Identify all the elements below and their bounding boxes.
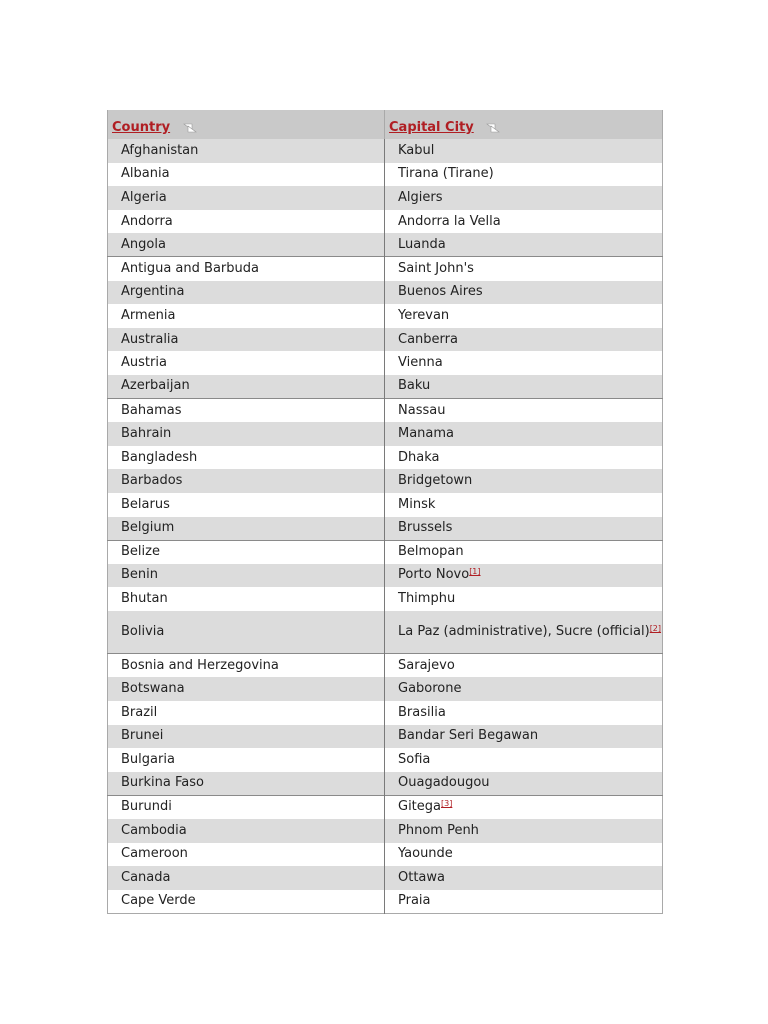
capital-cell — [385, 725, 663, 749]
country-column-header[interactable] — [108, 110, 385, 139]
capital-name: Baku — [398, 378, 431, 394]
country-cell: Bulgaria — [108, 748, 385, 772]
table-row — [108, 564, 663, 588]
capital-name: Luanda — [398, 236, 446, 252]
capital-cell — [385, 611, 663, 654]
capital-cell — [385, 257, 663, 281]
capital-name: Algiers — [398, 189, 443, 205]
capital-cell — [385, 748, 663, 772]
capital-name: Andorra la Vella — [398, 213, 501, 229]
sort-arrows-icon[interactable] — [183, 123, 197, 133]
capital-cell — [385, 163, 663, 187]
table-row — [108, 422, 663, 446]
table-header — [108, 110, 663, 139]
capital-cell — [385, 843, 663, 867]
table-row — [108, 257, 663, 281]
country-cell: Botswana — [108, 677, 385, 701]
capital-cell — [385, 210, 663, 234]
capital-name: Praia — [398, 893, 431, 909]
capital-name: Thimphu — [398, 591, 456, 607]
country-cell: Burkina Faso — [108, 772, 385, 796]
capital-cell — [385, 304, 663, 328]
table-row — [108, 233, 663, 257]
capital-sort-link[interactable]: Capital City — [389, 120, 474, 135]
capital-name: Nassau — [398, 402, 446, 418]
table-row — [108, 772, 663, 796]
country-cell: Brunei — [108, 725, 385, 749]
table-body — [108, 139, 663, 913]
table-row — [108, 375, 663, 399]
table-row — [108, 677, 663, 701]
table-row — [108, 866, 663, 890]
capital-name: Buenos Aires — [398, 284, 483, 300]
country-cell: Bhutan — [108, 587, 385, 611]
capital-name: Belmopan — [398, 544, 464, 560]
country-cell: Belgium — [108, 517, 385, 541]
country-cell: Armenia — [108, 304, 385, 328]
table-row — [108, 281, 663, 305]
table-row — [108, 725, 663, 749]
header-row — [108, 110, 663, 139]
capital-name: Brasilia — [398, 704, 446, 720]
capital-cell — [385, 399, 663, 423]
capital-cell — [385, 493, 663, 517]
country-cell: Cambodia — [108, 819, 385, 843]
capital-cell — [385, 540, 663, 564]
countries-table-container — [107, 110, 662, 914]
capital-name: Phnom Penh — [398, 822, 479, 838]
capital-cell — [385, 351, 663, 375]
country-cell: Belarus — [108, 493, 385, 517]
capital-name: Ottawa — [398, 870, 445, 886]
country-cell: Belize — [108, 540, 385, 564]
capital-cell — [385, 564, 663, 588]
capital-cell — [385, 469, 663, 493]
capital-cell — [385, 375, 663, 399]
capital-cell — [385, 866, 663, 890]
capital-cell — [385, 422, 663, 446]
table-row — [108, 446, 663, 470]
capital-cell — [385, 587, 663, 611]
country-cell: Bosnia and Herzegovina — [108, 654, 385, 678]
country-cell: Bahamas — [108, 399, 385, 423]
table-row — [108, 587, 663, 611]
table-row — [108, 611, 663, 654]
table-row — [108, 540, 663, 564]
table-row — [108, 469, 663, 493]
capital-cell — [385, 186, 663, 210]
sort-arrows-icon[interactable] — [486, 123, 500, 133]
capital-name: Vienna — [398, 355, 443, 371]
capital-cell — [385, 701, 663, 725]
capital-name: Tirana (Tirane) — [398, 166, 494, 182]
capital-cell — [385, 139, 663, 163]
capital-name: Canberra — [398, 331, 458, 347]
table-row — [108, 186, 663, 210]
table-row — [108, 163, 663, 187]
capital-cell — [385, 446, 663, 470]
country-cell: Algeria — [108, 186, 385, 210]
capital-name: La Paz (administrative), Sucre (official) — [398, 624, 650, 640]
table-row — [108, 517, 663, 541]
table-row — [108, 819, 663, 843]
country-cell: Afghanistan — [108, 139, 385, 163]
capital-name: Kabul — [398, 142, 435, 158]
capital-name: Manama — [398, 425, 455, 441]
capital-name: Yaounde — [398, 846, 453, 862]
capital-name: Porto Novo — [398, 567, 470, 583]
capital-cell — [385, 233, 663, 257]
capital-cell — [385, 819, 663, 843]
country-cell: Angola — [108, 233, 385, 257]
capital-cell — [385, 517, 663, 541]
capital-name: Brussels — [398, 520, 453, 536]
capital-name: Gaborone — [398, 681, 462, 697]
country-cell: Brazil — [108, 701, 385, 725]
capital-name: Dhaka — [398, 449, 440, 465]
country-cell: Bangladesh — [108, 446, 385, 470]
country-cell: Benin — [108, 564, 385, 588]
capital-cell — [385, 328, 663, 352]
table-row — [108, 351, 663, 375]
reference-link[interactable]: [2] — [649, 624, 662, 634]
country-cell: Australia — [108, 328, 385, 352]
table-row — [108, 139, 663, 163]
country-cell: Barbados — [108, 469, 385, 493]
capital-name: Yerevan — [398, 307, 450, 323]
table-row — [108, 654, 663, 678]
capital-name: Minsk — [398, 496, 436, 512]
table-row — [108, 795, 663, 819]
country-cell: Andorra — [108, 210, 385, 234]
country-cell: Cameroon — [108, 843, 385, 867]
table-row — [108, 890, 663, 914]
capital-cell — [385, 677, 663, 701]
country-cell: Antigua and Barbuda — [108, 257, 385, 281]
capital-cell — [385, 281, 663, 305]
country-cell: Azerbaijan — [108, 375, 385, 399]
table-row — [108, 210, 663, 234]
capital-name: Sofia — [398, 752, 431, 768]
country-cell: Austria — [108, 351, 385, 375]
country-cell: Canada — [108, 866, 385, 890]
reference-link[interactable]: [1] — [469, 567, 481, 577]
capital-name: Ouagadougou — [398, 775, 490, 791]
country-cell: Albania — [108, 163, 385, 187]
countries-capitals-table — [107, 110, 663, 914]
reference-link[interactable]: [3] — [441, 799, 453, 809]
capital-cell — [385, 890, 663, 914]
table-row — [108, 843, 663, 867]
table-row — [108, 328, 663, 352]
capital-cell — [385, 654, 663, 678]
table-row — [108, 493, 663, 517]
capital-cell — [385, 795, 663, 819]
country-cell: Bolivia — [108, 611, 385, 654]
table-row — [108, 701, 663, 725]
capital-name: Bridgetown — [398, 473, 473, 489]
capital-cell — [385, 772, 663, 796]
capital-name: Gitega — [398, 799, 441, 815]
country-cell: Bahrain — [108, 422, 385, 446]
country-sort-link[interactable]: Country — [112, 120, 171, 135]
capital-name: Saint John's — [398, 261, 474, 277]
capital-name: Sarajevo — [398, 657, 455, 673]
table-row — [108, 748, 663, 772]
capital-name: Bandar Seri Begawan — [398, 728, 539, 744]
country-cell: Burundi — [108, 795, 385, 819]
table-row — [108, 399, 663, 423]
capital-column-header[interactable] — [385, 110, 663, 139]
table-row — [108, 304, 663, 328]
country-cell: Argentina — [108, 281, 385, 305]
country-cell: Cape Verde — [108, 890, 385, 914]
